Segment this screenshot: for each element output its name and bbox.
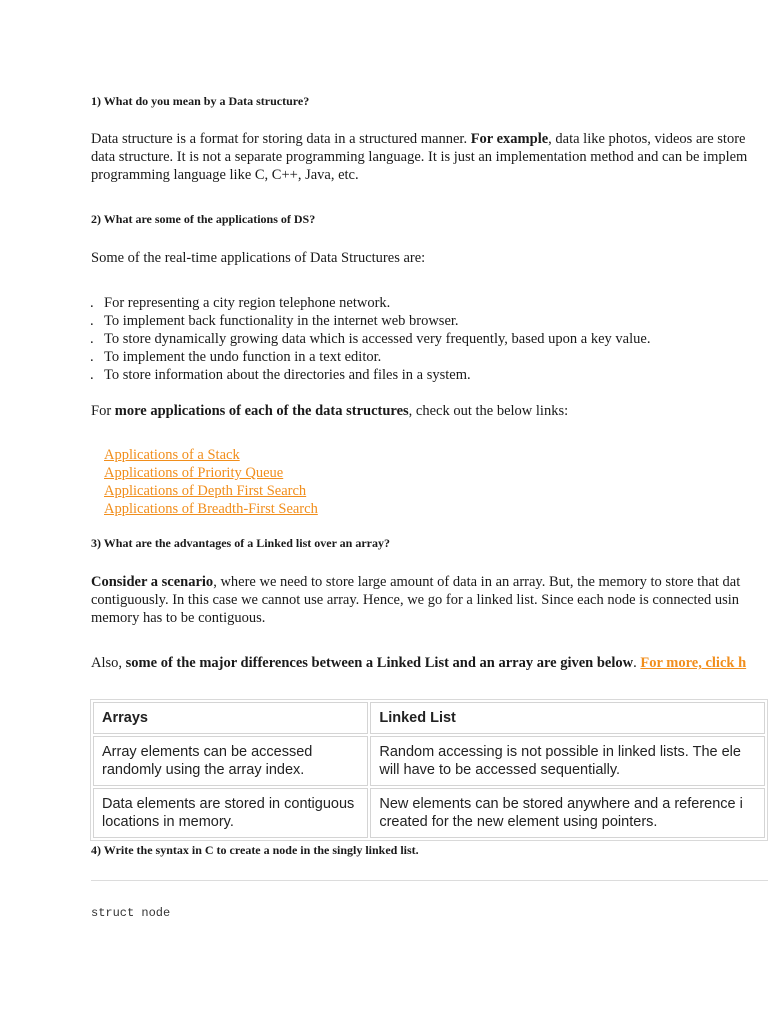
question-1-answer <box>91 130 747 184</box>
bullet-marker: . <box>90 349 94 365</box>
link-priority-queue-applications[interactable]: Applications of Priority Queue <box>104 465 284 481</box>
question-2-heading: 2) What are some of the applications of DS? <box>91 212 316 226</box>
answer-emphasis: some of the major differences between a Linked List and an array are given below <box>125 655 634 671</box>
answer-line: programming language like C, C++, Java, etc. <box>91 167 359 183</box>
question-4-heading: 4) Write the syntax in C to create a node in the singly linked list. <box>91 843 419 857</box>
applications-intro: Some of the real-time applications of Data Structures are: <box>91 250 426 266</box>
table-cell <box>93 736 368 786</box>
answer-line <box>91 130 747 148</box>
link-stack-applications[interactable]: Applications of a Stack <box>104 447 240 463</box>
table-header-row <box>93 702 765 734</box>
cell-line: randomly using the array index. <box>102 762 305 778</box>
answer-text: . <box>633 655 641 671</box>
answer-line <box>91 573 740 591</box>
list-item-text: To store dynamically growing data which is accessed very frequently, based upon a key value. <box>104 331 651 347</box>
answer-line: memory has to be contiguous. <box>91 610 266 626</box>
answer-text: Also, <box>91 655 126 671</box>
applications-list <box>90 294 650 384</box>
differences-intro <box>91 654 746 672</box>
cell-line: created for the new element using pointers. <box>379 814 658 830</box>
applications-links <box>104 446 318 518</box>
bullet-marker: . <box>90 367 94 383</box>
cell-line: New elements can be stored anywhere and a reference i <box>379 796 743 812</box>
link-item <box>104 446 318 464</box>
list-item <box>90 348 650 366</box>
array-vs-linked-list-table <box>90 699 768 841</box>
answer-text: Data structure is a format for storing data in a structured manner. <box>91 131 471 147</box>
list-item <box>90 366 650 384</box>
answer-line: contiguously. In this case we cannot use array. Hence, we go for a linked list. Since each node is connected usin <box>91 592 739 608</box>
cell-line: Array elements can be accessed <box>102 744 313 760</box>
divider <box>91 880 768 881</box>
table-cell <box>93 788 368 838</box>
cell-line: locations in memory. <box>102 814 234 830</box>
list-item-text: To implement the undo function in a text editor. <box>104 349 382 365</box>
table-header-cell: Linked List <box>370 702 765 734</box>
bullet-marker: . <box>90 331 94 347</box>
cell-line: Data elements are stored in contiguous <box>102 796 355 812</box>
answer-emphasis: Consider a scenario <box>91 574 214 590</box>
link-item <box>104 464 318 482</box>
more-applications-text <box>91 402 568 420</box>
answer-line: data structure. It is not a separate programming language. It is just an implementation method and can be implem <box>91 149 748 165</box>
table-row <box>93 788 765 838</box>
cell-line: Random accessing is not possible in linked lists. The ele <box>379 744 741 760</box>
answer-text: , check out the below links: <box>408 403 569 419</box>
cell-line: will have to be accessed sequentially. <box>379 762 621 778</box>
table-cell <box>370 788 765 838</box>
link-item <box>104 500 318 518</box>
table-row <box>93 736 765 786</box>
bullet-marker: . <box>90 313 94 329</box>
answer-text: , where we need to store large amount of data in an array. But, the memory to store that dat <box>213 574 741 590</box>
table-header-cell: Arrays <box>93 702 368 734</box>
list-item-text: For representing a city region telephone network. <box>104 295 391 311</box>
list-item-text: To implement back functionality in the internet web browser. <box>104 313 459 329</box>
list-item <box>90 294 650 312</box>
code-snippet: struct node <box>91 906 171 920</box>
answer-text: , data like photos, videos are store <box>548 131 746 147</box>
table-cell <box>370 736 765 786</box>
answer-emphasis: For example <box>470 131 549 147</box>
question-3-heading: 3) What are the advantages of a Linked list over an array? <box>91 536 390 550</box>
answer-text: For <box>91 403 115 419</box>
list-item-text: To store information about the directories and files in a system. <box>104 367 471 383</box>
link-item <box>104 482 318 500</box>
bullet-marker: . <box>90 295 94 311</box>
question-3-answer <box>91 573 740 627</box>
link-bfs-applications[interactable]: Applications of Breadth-First Search <box>104 501 318 517</box>
answer-emphasis: more applications of each of the data structures <box>114 403 409 419</box>
more-differences-link[interactable]: For more, click h <box>640 655 747 671</box>
list-item <box>90 330 650 348</box>
list-item <box>90 312 650 330</box>
question-1-heading: 1) What do you mean by a Data structure? <box>91 94 310 108</box>
link-dfs-applications[interactable]: Applications of Depth First Search <box>104 483 307 499</box>
